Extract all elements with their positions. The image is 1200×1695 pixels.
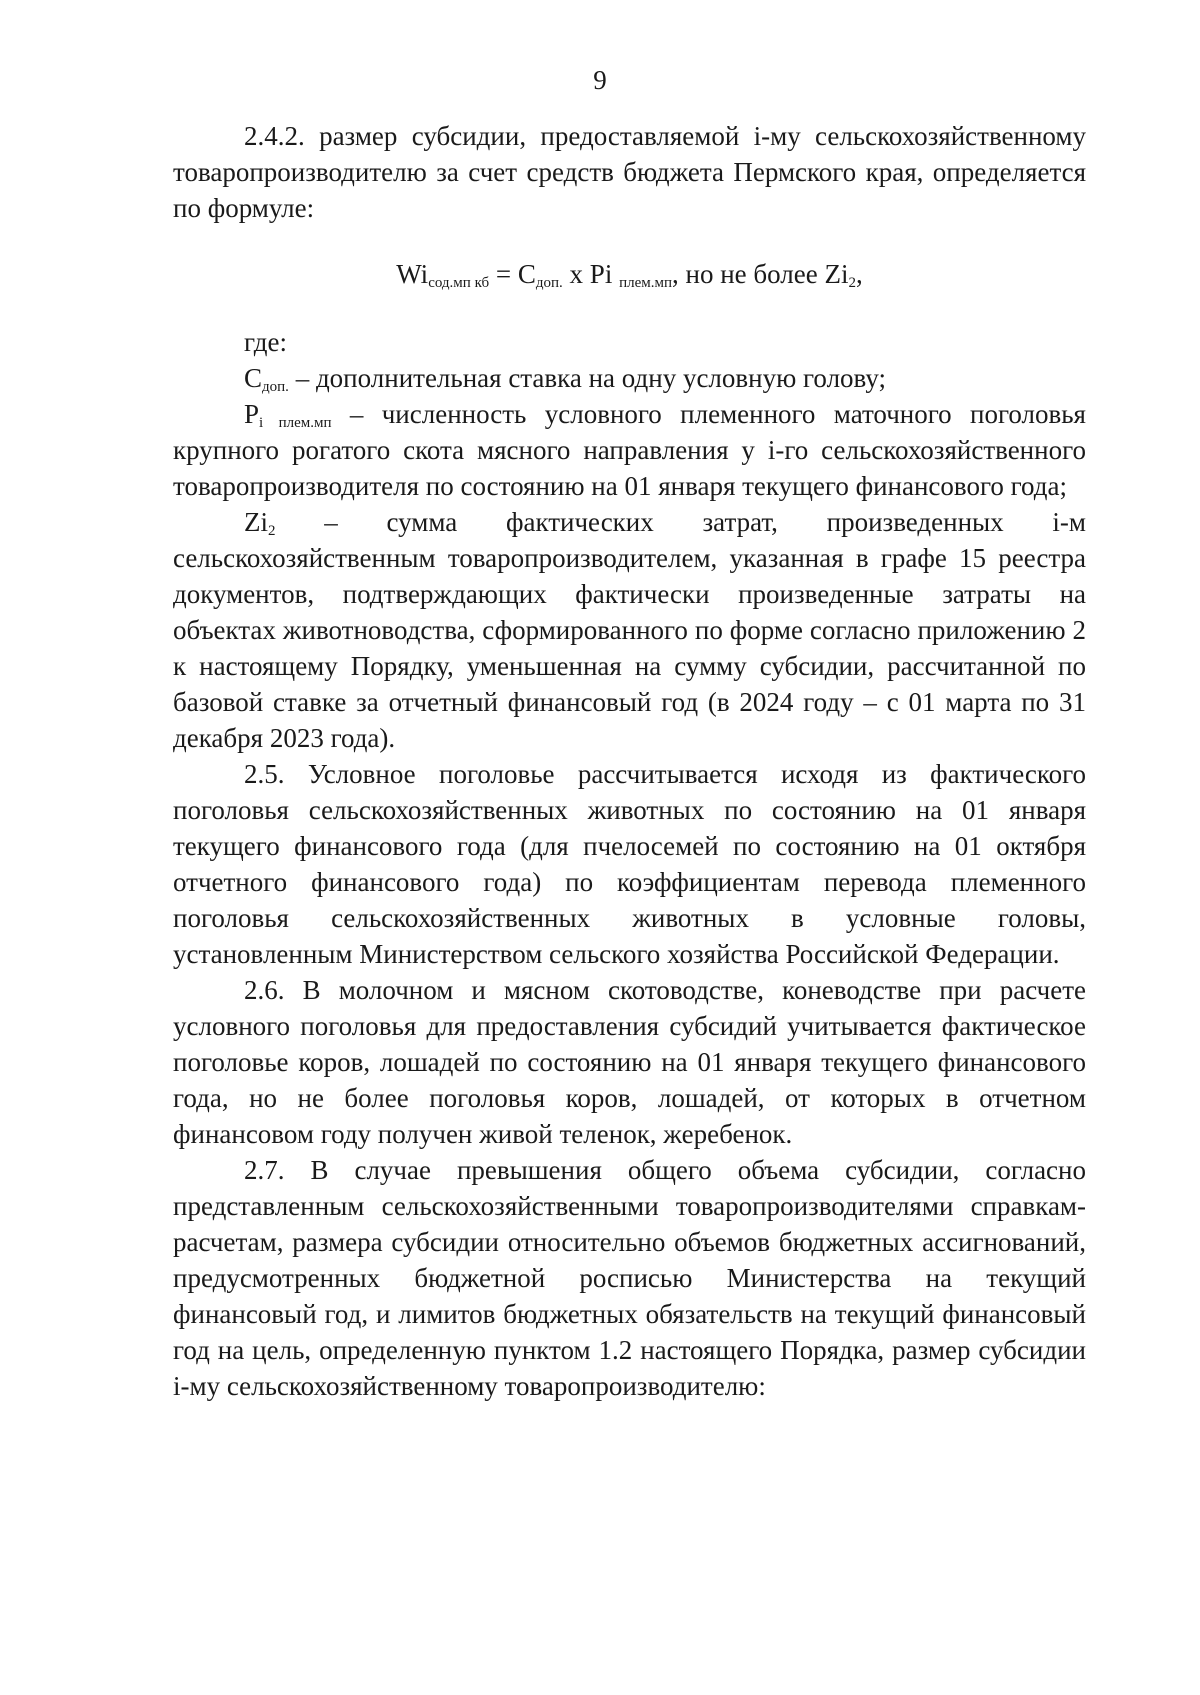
definition-c [173, 360, 1086, 396]
formula-p-subscript: плем.мп [619, 275, 673, 291]
definition-c-subscript: доп. [262, 379, 289, 395]
formula-limit: , но не более Zi [672, 259, 849, 289]
page-number: 9 [593, 65, 607, 95]
paragraph-2-5: 2.5. Условное поголовье рассчитывается исходя из фактического поголовья сельскохозяйственных животных по состоянию на 01 января текущего финансового года (для пчелосемей по состоянию на 01 октября отчетного финансового года) по коэффициентам перевода племенного поголовья сельскохозяйственных животных в условные головы, установленным Министерством сельского хозяйства Российской Федерации. [173, 759, 1086, 969]
formula-equals-c: = С [489, 259, 536, 289]
definition-p [173, 396, 1086, 504]
subsidy-formula [173, 256, 1086, 292]
formula-z-subscript: 2 [848, 275, 856, 291]
definition-z-text: – сумма фактических затрат, произведенных i-м сельскохозяйственным товаропроизводителем, указанная в графе 15 реестра документов, подтверждающих фактически произведенные затраты на объектах животноводства, сформированного по форме согласно приложению 2 к настоящему Порядку, уменьшенная на сумму субсидии, рассчитанной по базовой ставке за отчетный финансовый год (в 2024 году – с 01 марта по 31 декабря 2023 года). [173, 507, 1086, 753]
definition-p-text: – численность условного племенного маточного поголовья крупного рогатого скота мясного направления у i-го сельскохозяйственного товаропроизводителя по состоянию на 01 января текущего финансового года; [173, 399, 1086, 501]
paragraph-2-4-2: 2.4.2. размер субсидии, предоставляемой i-му сельскохозяйственному товаропроизводителю за счет средств бюджета Пермского края, определяется по формуле: [173, 121, 1086, 223]
definition-p-subscript: i плем.мп [259, 415, 332, 431]
paragraph-2-7: 2.7. В случае превышения общего объема субсидии, согласно представленным сельскохозяйственными товаропроизводителями справкам-расчетам, размера субсидии относительно объемов бюджетных ассигнований, предусмотренных бюджетной росписью Министерства на текущий финансовый год, и лимитов бюджетных обязательств на текущий финансовый год на цель, определенную пунктом 1.2 настоящего Порядка, размер субсидии i-му сельскохозяйственному товаропроизводителю: [173, 1155, 1086, 1401]
definition-c-text: – дополнительная ставка на одну условную голову; [288, 363, 887, 393]
formula-c-subscript: доп. [535, 275, 563, 291]
paragraph-2-6: 2.6. В молочном и мясном скотоводстве, коневодстве при расчете условного поголовья для предоставления субсидий учитывается фактическое поголовье коров, лошадей по состоянию на 01 января текущего финансового года, но не более поголовья коров, лошадей, от которых в отчетном финансовом году получен живой теленок, жеребенок. [173, 975, 1086, 1149]
where-label: где: [244, 327, 287, 357]
formula-multiply-p: х Pi [562, 259, 620, 289]
definition-z [173, 504, 1086, 756]
definition-z-subscript: 2 [268, 523, 276, 539]
definition-z-symbol: Zi [244, 507, 268, 537]
formula-lhs: Wi [396, 259, 429, 289]
formula-lhs-subscript: сод.мп кб [428, 275, 490, 291]
definition-p-symbol: P [244, 399, 260, 429]
formula-end: , [855, 259, 863, 289]
definition-c-symbol: С [244, 363, 263, 393]
document-body [173, 118, 1086, 1404]
